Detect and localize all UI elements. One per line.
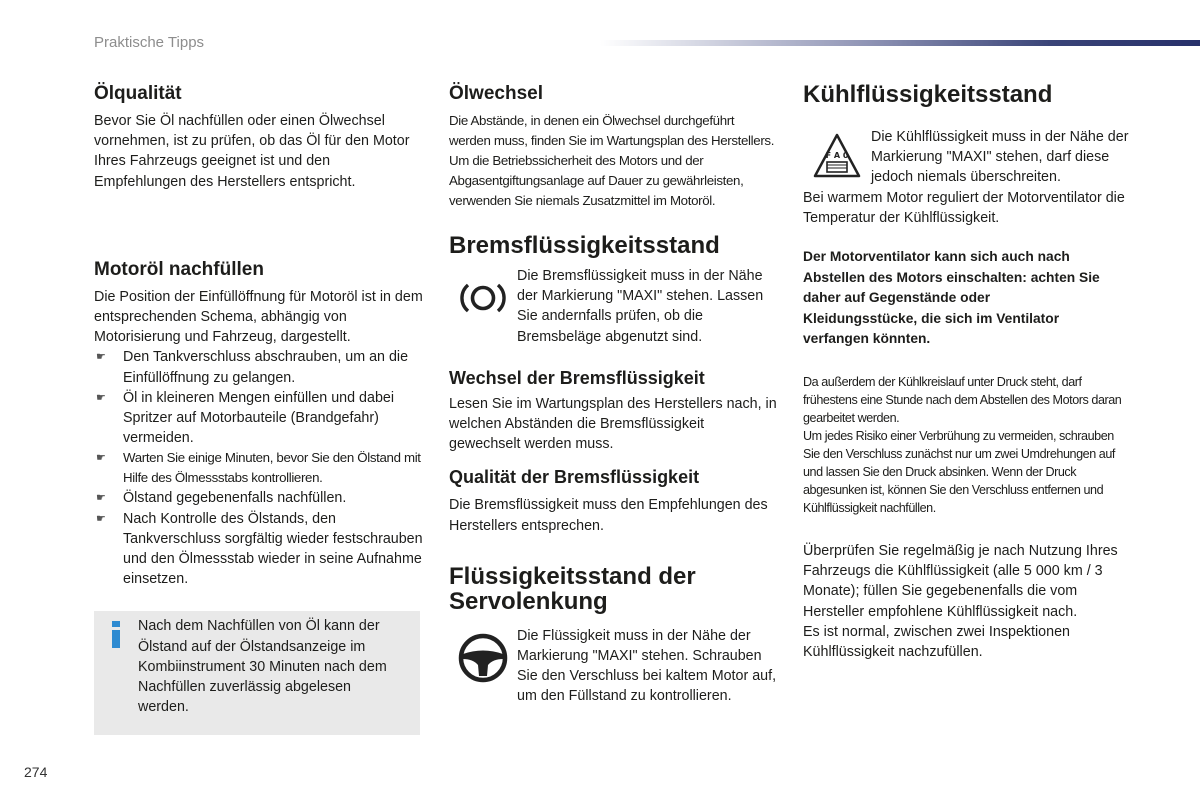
- svg-text:F A 0: F A 0: [825, 151, 849, 160]
- list-item: ☛ Den Tankverschluss abschrauben, um an die Einfüllöffnung zu gelangen.: [96, 349, 409, 386]
- brake-change-text: Lesen Sie im Wartungsplan des Herstellers nach, in welchen Abständen die Bremsflüssigkeit gewechselt werden muss.: [449, 395, 777, 453]
- oil-refill-title: Motoröl nachfüllen: [94, 258, 264, 280]
- coolant-check-text-2: Es ist normal, zwischen zwei Inspektionen Kühlflüssigkeit nachzufüllen.: [803, 623, 1070, 660]
- list-item: ☛ Ölstand gegebenenfalls nachfüllen.: [94, 488, 424, 508]
- pointing-hand-icon: ☛: [96, 512, 106, 525]
- pointing-hand-icon: ☛: [96, 492, 106, 505]
- page-number: 274: [24, 764, 48, 780]
- steering-row: [449, 626, 779, 707]
- coolant-pressure-text-1: Da außerdem der Kühlkreislauf unter Druck steht, darf frühestens eine Stunde nach dem Abstellen des Motors daran gearbeitet werden.: [803, 374, 1122, 425]
- coolant-check-text-1: Überprüfen Sie regelmäßig je nach Nutzung Ihres Fahrzeugs die Kühlflüssigkeit (alle 5 000 km / 3 Monate); füllen Sie gegebenenfalls die vom Hersteller empfohlene Kühlflüssigkeit nach.: [803, 542, 1118, 620]
- brake-warning-icon: [449, 268, 517, 328]
- pointing-hand-icon: ☛: [96, 351, 106, 364]
- coolant-fan-warning: Der Motorventilator kann sich auch nach Abstellen des Motors einschalten: achten Sie daher auf Gegenstände oder Kleidungsstücke, die sich im Ventilator verfangen könnten.: [803, 249, 1100, 347]
- oil-change-text-2: Um die Betriebssicherheit des Motors und der Abgasentgiftungsanlage auf Dauer zu gewährleisten, verwenden Sie niemals Zusatzmittel im Motoröl.: [449, 153, 744, 208]
- coolant-pressure-text-2: Um jedes Risiko einer Verbrühung zu vermeiden, schrauben Sie den Verschluss zunächst nur um zwei Umdrehungen auf und lassen Sie den Druck absinken. Wenn der Druck abgesunken ist, können Sie den Verschluss entfernen und Kühlflüssigkeit nachfüllen.: [803, 428, 1115, 515]
- oil-quality-title: Ölqualität: [94, 83, 182, 104]
- steering-wheel-icon: [449, 628, 517, 688]
- brake-quality-text: Die Bremsflüssigkeit muss den Empfehlungen des Herstellers entsprechen.: [449, 497, 768, 534]
- brake-change-title: Wechsel der Bremsflüssigkeit: [449, 367, 705, 388]
- pointing-hand-icon: ☛: [96, 391, 106, 404]
- oil-refill-steps: [94, 347, 424, 589]
- brake-fluid-title: Bremsflüssigkeitsstand: [449, 232, 720, 259]
- coolant-row: [803, 127, 1133, 188]
- list-item: ☛ Öl in kleineren Mengen einfüllen und dabei Spritzer auf Motorbauteile (Brandgefahr) vermeiden.: [96, 389, 395, 447]
- column-middle: [449, 82, 779, 707]
- brake-quality-title: Qualität der Bremsflüssigkeit: [449, 467, 700, 488]
- coolant-icon-text: Die Kühlflüssigkeit muss in der Nähe der Markierung "MAXI" stehen, darf diese jedoch niemals überschreiten.: [871, 129, 1129, 186]
- section-label: Praktische Tipps: [94, 34, 205, 51]
- coolant-fan-text: Bei warmem Motor reguliert der Motorventilator die Temperatur der Kühlflüssigkeit.: [803, 189, 1125, 226]
- column-right: [803, 82, 1133, 662]
- oil-change-text-1: Die Abstände, in denen ein Ölwechsel durchgeführt werden muss, finden Sie im Wartungsplan des Herstellers.: [449, 113, 775, 148]
- list-item: ☛ Warten Sie einige Minuten, bevor Sie den Ölstand mit Hilfe des Ölmessstabs kontrollieren.: [96, 450, 421, 486]
- oil-change-title: Ölwechsel: [449, 83, 543, 104]
- pointing-hand-icon: ☛: [96, 452, 106, 465]
- list-item: ☛ Nach Kontrolle des Ölstands, den Tankverschluss sorgfältig wieder festschrauben und den Ölmessstab wieder in seine Aufnahme einsetzen.: [96, 510, 423, 588]
- coolant-warning-icon: [803, 127, 871, 187]
- info-icon: [111, 621, 121, 648]
- steering-title: Flüssigkeitsstand der Servolenkung: [449, 562, 696, 615]
- column-left: [94, 82, 424, 735]
- steering-text: Die Flüssigkeit muss in der Nähe der Markierung "MAXI" stehen. Schrauben Sie den Verschluss bei kaltem Motor auf, um den Füllstand zu kontrollieren.: [517, 627, 777, 705]
- info-note-text: Nach dem Nachfüllen von Öl kann der Ölstand auf der Ölstandsanzeige im Kombiinstrument 30 Minuten nach dem Nachfüllen zuverlässig abgelesen werden.: [138, 618, 387, 716]
- brake-fluid-text: Die Bremsflüssigkeit muss in der Nähe der Markierung "MAXI" stehen. Lassen Sie andernfalls prüfen, ob die Bremsbeläge abgenutzt sind.: [517, 268, 764, 345]
- brake-fluid-row: [449, 266, 779, 347]
- oil-quality-text: Bevor Sie Öl nachfüllen oder einen Ölwechsel vornehmen, ist zu prüfen, ob das Öl für den Motor Ihres Fahrzeugs geeignet ist und den Empfehlungen des Herstellers entspricht.: [94, 113, 410, 190]
- header-gradient-bar: [600, 40, 1200, 46]
- oil-refill-intro: Die Position der Einfüllöffnung für Motoröl ist in dem entsprechenden Schema, abhängig von Motorisierung und Fahrzeug, dargestellt.: [94, 288, 423, 346]
- coolant-title: Kühlflüssigkeitsstand: [803, 81, 1053, 108]
- info-note: [94, 611, 420, 735]
